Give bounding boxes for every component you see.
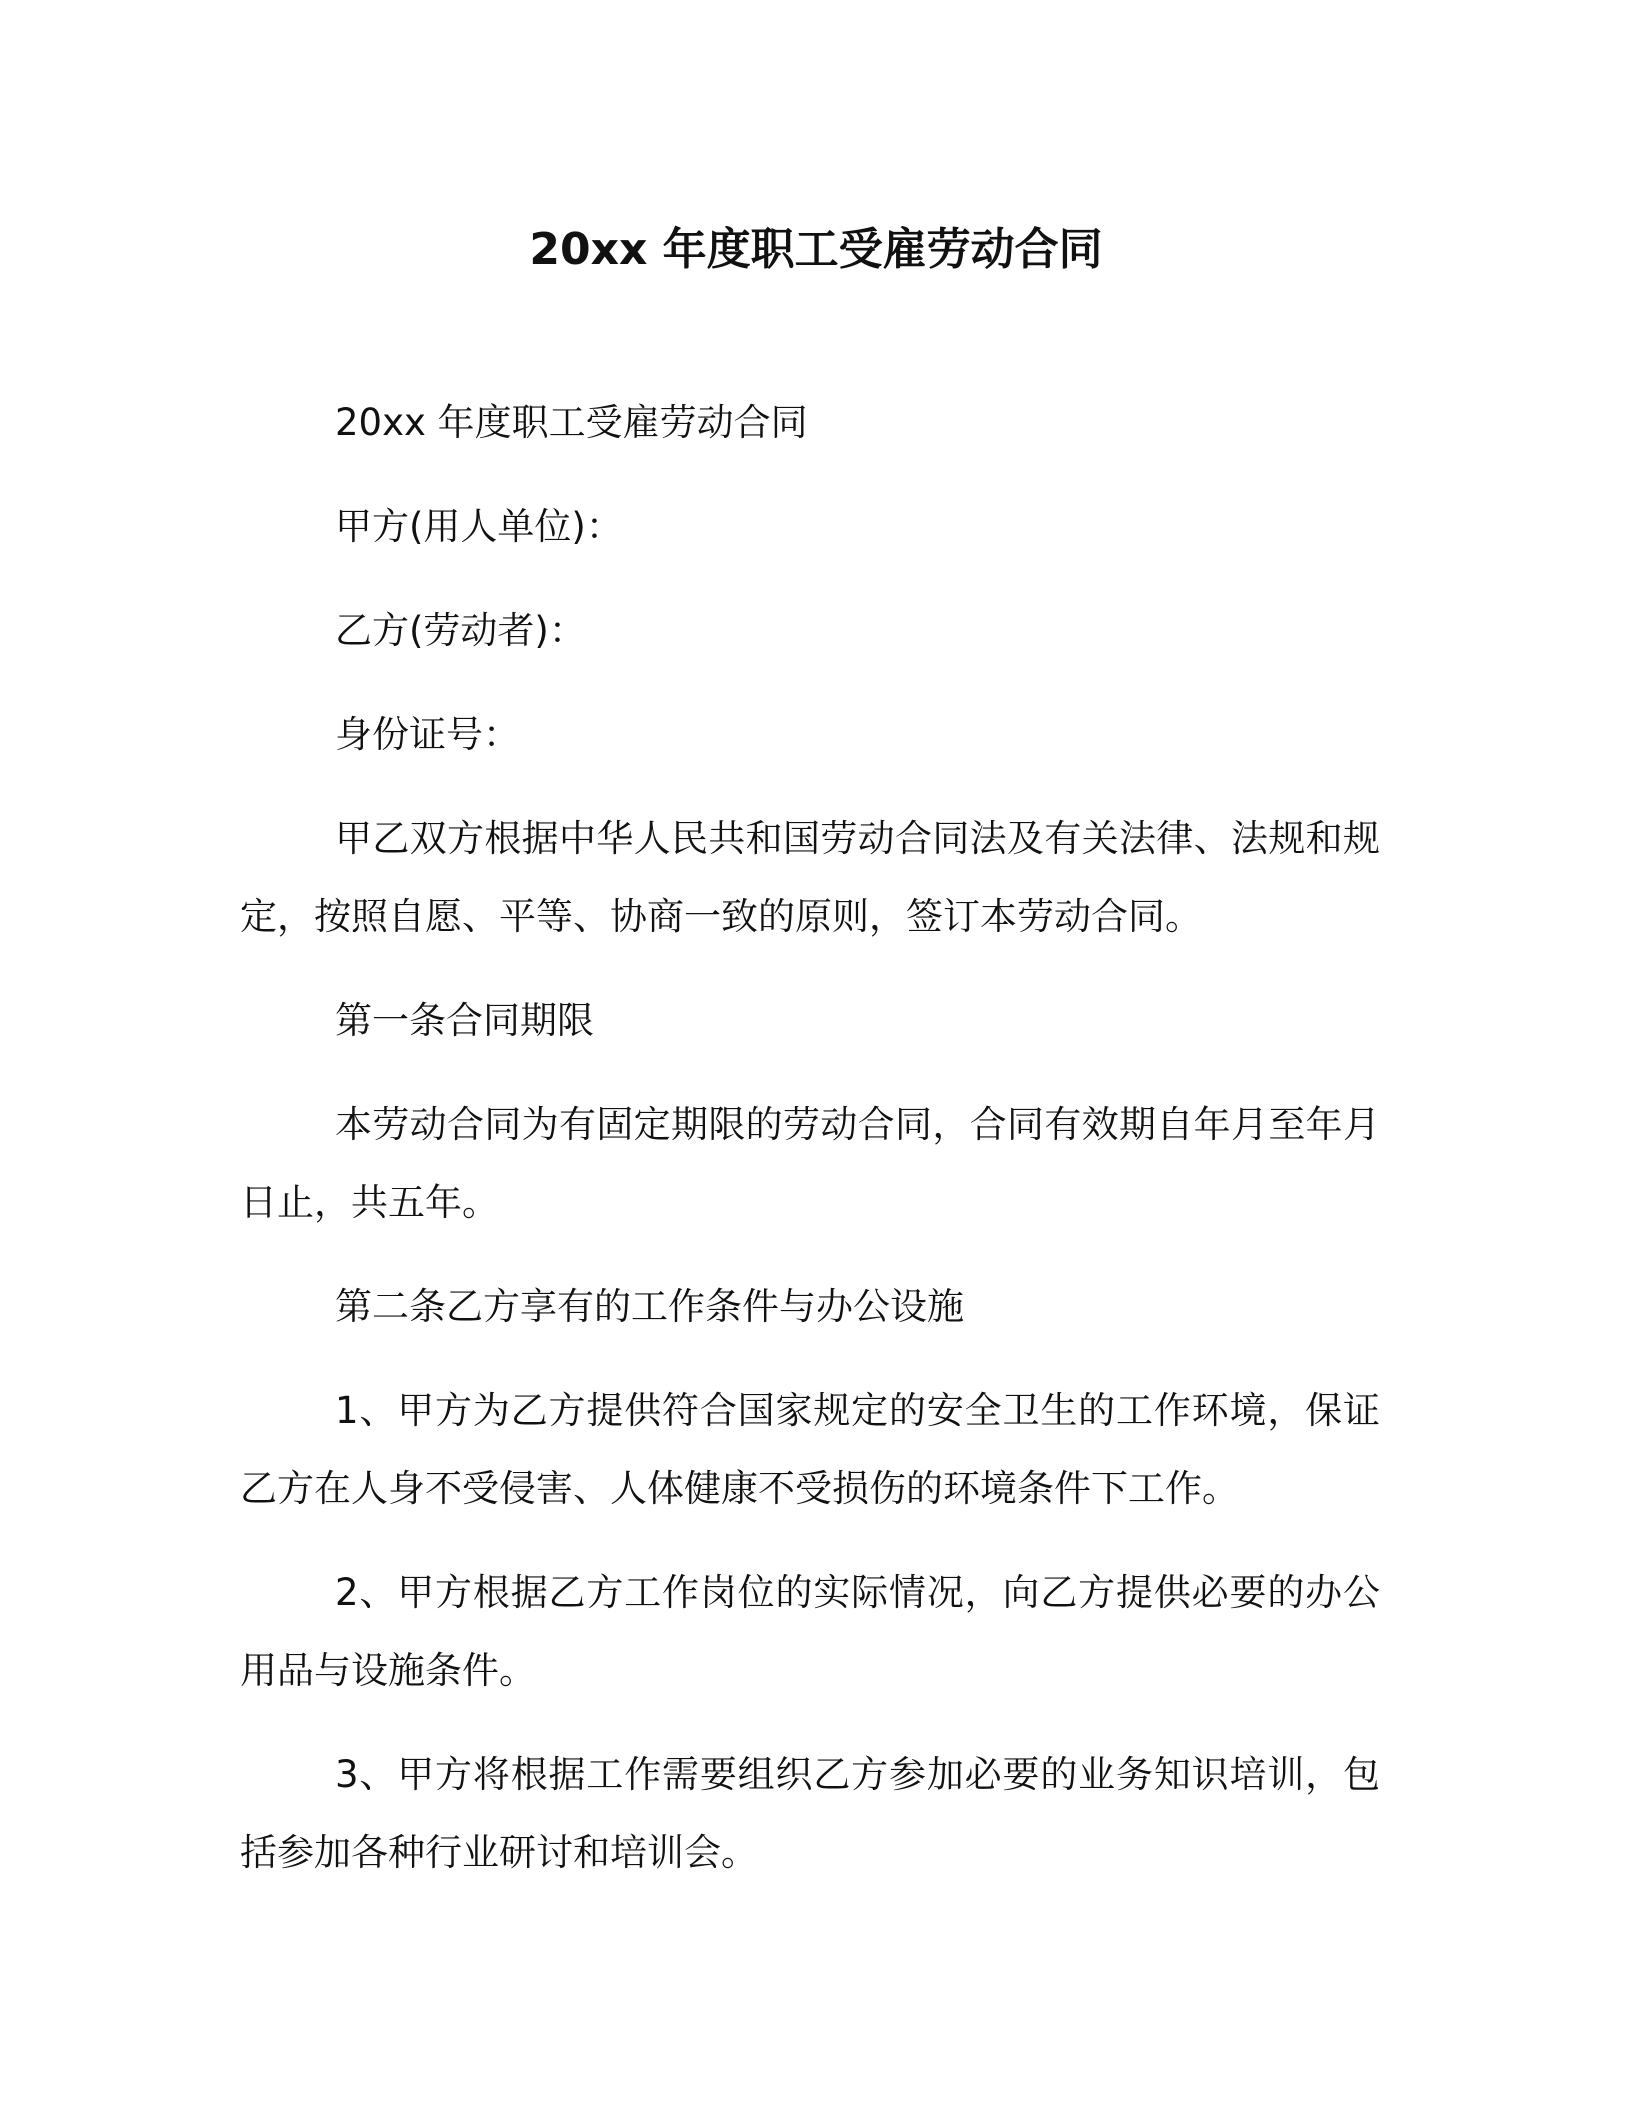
party-a-field: 甲方(用人单位)： bbox=[335, 505, 623, 548]
article-1-paragraph: 本劳动合同为有固定期限的劳动合同，合同有效期自年月至年月日止，共五年。 bbox=[240, 1103, 1380, 1224]
article-2-item-3: 3、甲方将根据工作需要组织乙方参加必要的业务知识培训，包括参加各种行业研讨和培训会。 bbox=[240, 1753, 1380, 1874]
article-2-heading: 第二条乙方享有的工作条件与办公设施 bbox=[335, 1285, 964, 1328]
document-title: 20xx 年度职工受雇劳动合同 bbox=[529, 224, 1103, 275]
id-number-field: 身份证号： bbox=[335, 713, 520, 756]
article-1-heading: 第一条合同期限 bbox=[335, 999, 594, 1042]
document-body bbox=[240, 384, 1380, 1918]
article-2-item-2: 2、甲方根据乙方工作岗位的实际情况，向乙方提供必要的办公用品与设施条件。 bbox=[240, 1571, 1380, 1692]
subtitle-paragraph: 20xx 年度职工受雇劳动合同 bbox=[335, 401, 808, 444]
party-b-field: 乙方(劳动者)： bbox=[335, 609, 586, 652]
article-2-item-1: 1、甲方为乙方提供符合国家规定的安全卫生的工作环境，保证乙方在人身不受侵害、人体健康不受损伤的环境条件下工作。 bbox=[240, 1389, 1380, 1510]
preamble-paragraph: 甲乙双方根据中华人民共和国劳动合同法及有关法律、法规和规定，按照自愿、平等、协商一致的原则，签订本劳动合同。 bbox=[240, 817, 1380, 938]
